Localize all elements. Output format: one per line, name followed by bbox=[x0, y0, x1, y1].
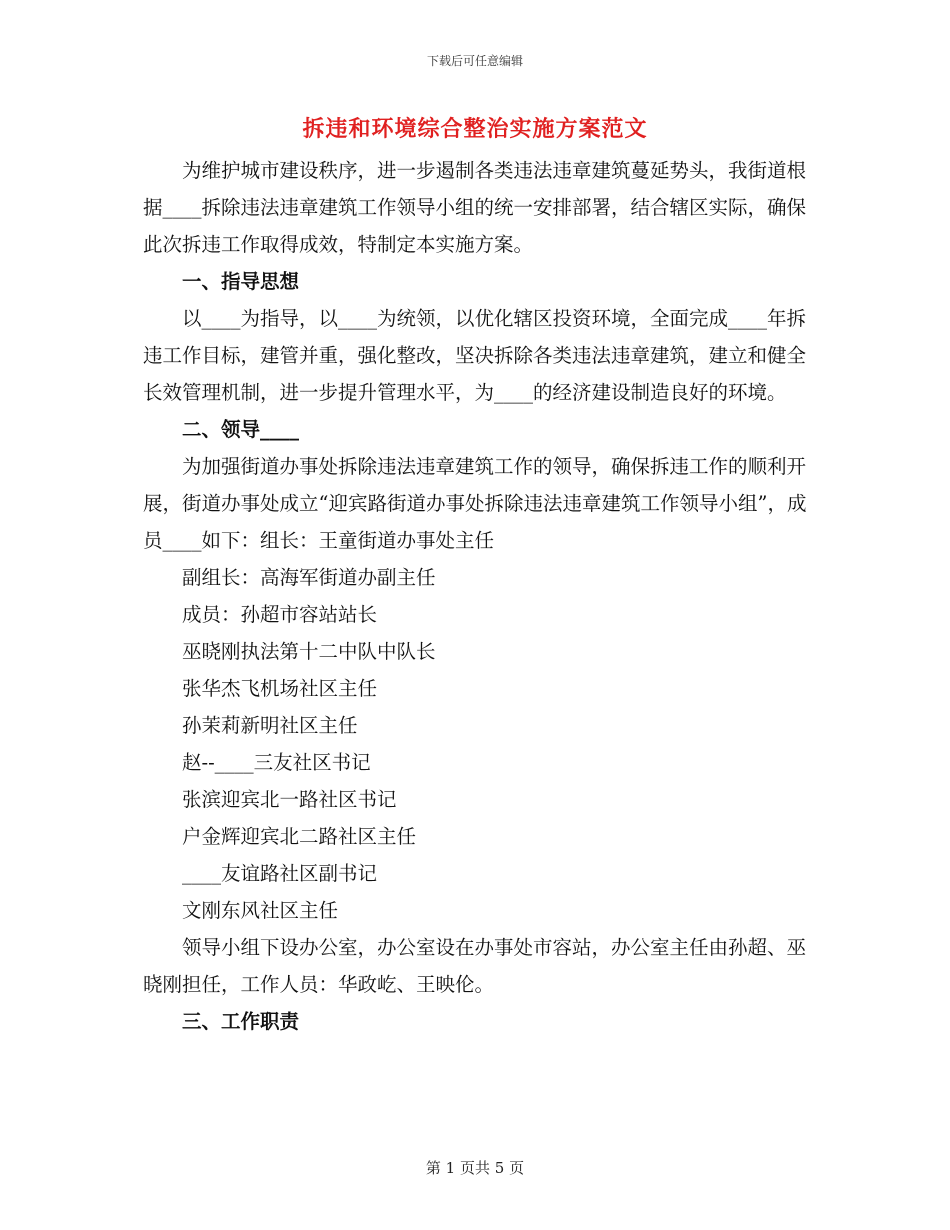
member-line: 张滨迎宾北一路社区书记 bbox=[182, 788, 397, 811]
document-title: 拆违和环境综合整治实施方案范文 bbox=[302, 116, 648, 142]
section-heading-2: 二、领导____ bbox=[182, 418, 300, 441]
page-number: 第 1 页共 5 页 bbox=[425, 1159, 525, 1177]
guiding-thought-paragraph: 以____为指导，以____为统领，以优化辖区投资环境，全面完成____年拆违工作目标，建管并重，强化整改，坚决拆除各类违法违章建筑，建立和健全长效管理机制，进一步提升管理水平，为____的经济建设制造良好的环境。 bbox=[143, 307, 807, 404]
member-line: 孙茉莉新明社区主任 bbox=[182, 714, 358, 737]
member-line: 成员：孙超市容站站长 bbox=[182, 603, 378, 626]
member-line: 张华杰飞机场社区主任 bbox=[182, 677, 378, 700]
member-line: 赵--____三友社区书记 bbox=[182, 751, 371, 774]
document-body bbox=[143, 152, 808, 1040]
section-heading-1: 一、指导思想 bbox=[182, 270, 300, 293]
office-paragraph: 领导小组下设办公室，办公室设在办事处市容站，办公室主任由孙超、巫晓刚担任，工作人员：华政屹、王映伦。 bbox=[143, 936, 807, 996]
member-line: 副组长：高海军街道办副主任 bbox=[182, 566, 436, 589]
intro-paragraph: 为维护城市建设秩序，进一步遏制各类违法违章建筑蔓延势头，我街道根据____拆除违法违章建筑工作领导小组的统一安排部署，结合辖区实际，确保此次拆违工作取得成效，特制定本实施方案。 bbox=[143, 159, 807, 256]
member-line: 户金辉迎宾北二路社区主任 bbox=[182, 825, 417, 848]
section-heading-3: 三、工作职责 bbox=[182, 1010, 300, 1033]
header-note: 下载后可任意编辑 bbox=[426, 54, 523, 68]
member-line: 巫晓刚执法第十二中队中队长 bbox=[182, 640, 436, 663]
member-line: 文刚东风社区主任 bbox=[182, 899, 339, 922]
leadership-paragraph: 为加强街道办事处拆除违法违章建筑工作的领导，确保拆违工作的顺利开展，街道办事处成立“迎宾路街道办事处拆除违法违章建筑工作领导小组”，成员____如下：组长：王童街道办事处主任 bbox=[143, 455, 807, 552]
member-line: ____友谊路社区副书记 bbox=[182, 862, 378, 885]
